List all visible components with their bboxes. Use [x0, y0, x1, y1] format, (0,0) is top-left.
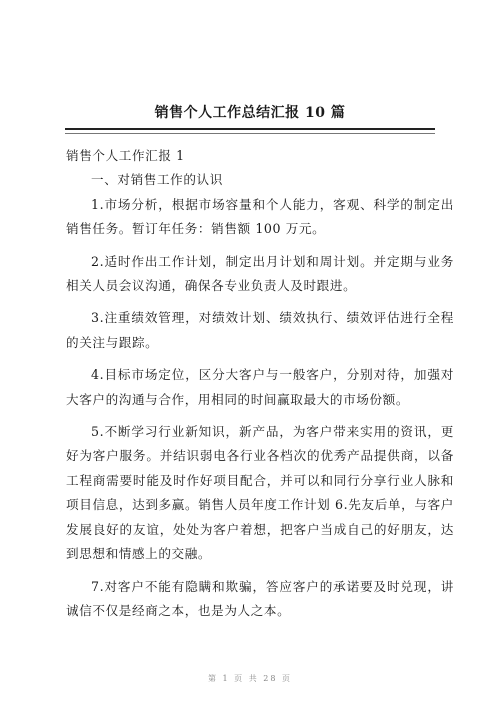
document-title: 销售个人工作总结汇报 10 篇: [154, 105, 346, 121]
title-divider-thick: [65, 128, 435, 130]
paragraph: 5.不断学习行业新知识，新产品，为客户带来实用的资讯，更好为客户服务。并结识弱电各行业各档次的优秀产品提供商，以备工程商需要时能及时作好项目配合，并可以和同行分享行业人脉和项目信息，达到多赢。销售人员年度工作计划 6.先友后单，与客户发展良好的友谊，处处为客户着想，把客户当成自己的好朋友，达到思想和情感上的交融。: [66, 424, 454, 562]
subheading: 一、对销售工作的认识: [91, 172, 223, 188]
paragraph: 7.对客户不能有隐瞒和欺骗，答应客户的承诺要及时兑现，讲诚信不仅是经商之本，也是为人之本。: [66, 578, 454, 618]
paragraph: 2.适时作出工作计划，制定出月计划和周计划。并定期与业务相关人员会议沟通，确保各专业负责人及时跟进。: [66, 253, 454, 294]
paragraph: 3.注重绩效管理，对绩效计划、绩效执行、绩效评估进行全程的关注与跟踪。: [66, 310, 454, 350]
paragraph: 1.市场分析，根据市场容量和个人能力，客观、科学的制定出销售任务。暂订年任务：销售额 100 万元。: [66, 196, 454, 237]
page-footer: 第 1 页 共 28 页: [208, 674, 292, 683]
title-divider-thin: [65, 133, 435, 134]
paragraph: 4.目标市场定位，区分大客户与一般客户，分别对待，加强对大客户的沟通与合作，用相同的时间赢取最大的市场份额。: [66, 367, 454, 407]
section-heading: 销售个人工作汇报 1: [66, 148, 185, 163]
document-body: [66, 144, 454, 623]
